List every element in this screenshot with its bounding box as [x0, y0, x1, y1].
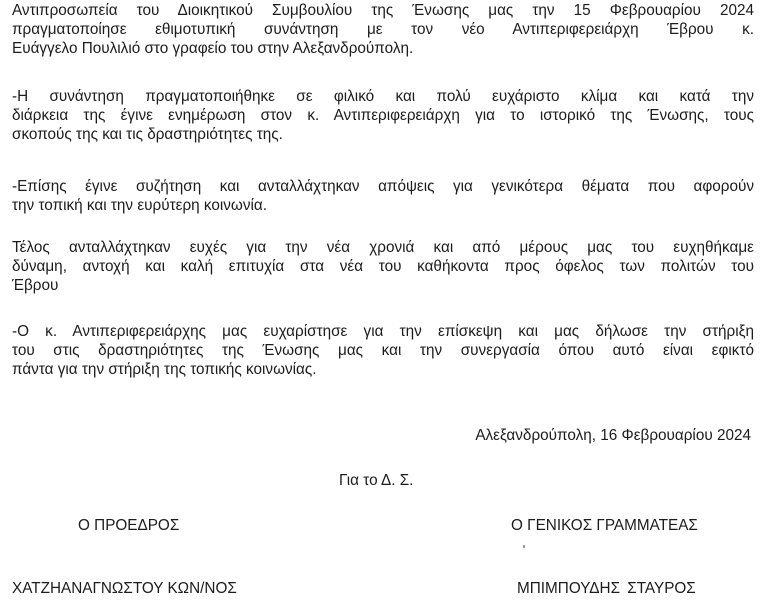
place-and-date: Αλεξανδρούπολη, 16 Φεβρουαρίου 2024 — [475, 427, 751, 444]
text-line: -Η συνάντηση πραγματοποιήθηκε σε φιλικό και πολύ ευχάριστο κλίμα και κατά την — [12, 88, 754, 105]
paragraph-thanks-support — [12, 322, 754, 380]
paragraph-meeting-announcement — [12, 1, 754, 59]
paragraph-meeting-atmosphere — [12, 87, 754, 145]
text-line: -Επίσης έγινε συζήτηση και ανταλλάχτηκαν απόψεις για γενικότερα θέματα που αφορούν — [12, 178, 754, 195]
text-line: δύναμη, αντοχή και καλή επιτυχία στα νέα του καθήκοντα προς όφελος των πολιτών του — [12, 258, 754, 276]
text-line: διάρκεια της έγινε ενημέρωση στον κ. Αντιπεριφερειάρχη για το ιστορικό της Ένωσης, τους — [12, 107, 754, 125]
general-secretary-name: ΜΠΙΜΠΟΥΔΗΣ ΣΤΑΥΡΟΣ — [517, 580, 696, 597]
president-name: ΧΑΤΖΗΑΝΑΓΝΩΣΤΟΥ ΚΩΝ/ΝΟΣ — [12, 580, 237, 597]
text-line: πραγματοποίησε εθιμοτυπική συνάντηση με τον νέο Αντιπεριφερειάρχη Έβρου κ. — [12, 21, 754, 39]
text-line: Έβρου — [12, 277, 59, 295]
paragraph-wishes — [12, 238, 754, 296]
text-line: σκοπούς της και τις δραστηριότητες της. — [12, 126, 283, 144]
president-title: Ο ΠΡΟΕΔΡΟΣ — [78, 517, 180, 534]
general-secretary-title: Ο ΓΕΝΙΚΟΣ ΓΡΑΜΜΑΤΕΑΣ — [511, 517, 698, 534]
text-line: Αντιπροσωπεία του Διοικητικού Συμβουλίου της Ένωσης μας την 15 Φεβρουαρίου 2024 — [12, 2, 754, 19]
text-line: πάντα για την στήριξη της τοπικής κοινωνίας. — [12, 361, 317, 379]
text-line: Τέλος ανταλλάχτηκαν ευχές για την νέα χρονιά και από μέρους μας του ευχηθήκαμε — [12, 239, 754, 256]
text-line: του στις δραστηριότητες της Ένωσης μας και την συνεργασία όπου αυτό είναι εφικτό — [12, 342, 754, 360]
for-board-label: Για το Δ. Σ. — [339, 472, 414, 489]
paragraph-discussion — [12, 177, 754, 215]
text-line: Ευάγγελο Πουλιλιό στο γραφείο του στην Αλεξανδρούπολη. — [12, 40, 414, 58]
text-line: -Ο κ. Αντιπεριφερειάρχης μας ευχαρίστησε για την επίσκεψη και μας δήλωσε την στήριξη — [12, 323, 754, 340]
scan-speck — [523, 545, 525, 548]
text-line: την τοπική και την ευρύτερη κοινωνία. — [12, 197, 267, 215]
